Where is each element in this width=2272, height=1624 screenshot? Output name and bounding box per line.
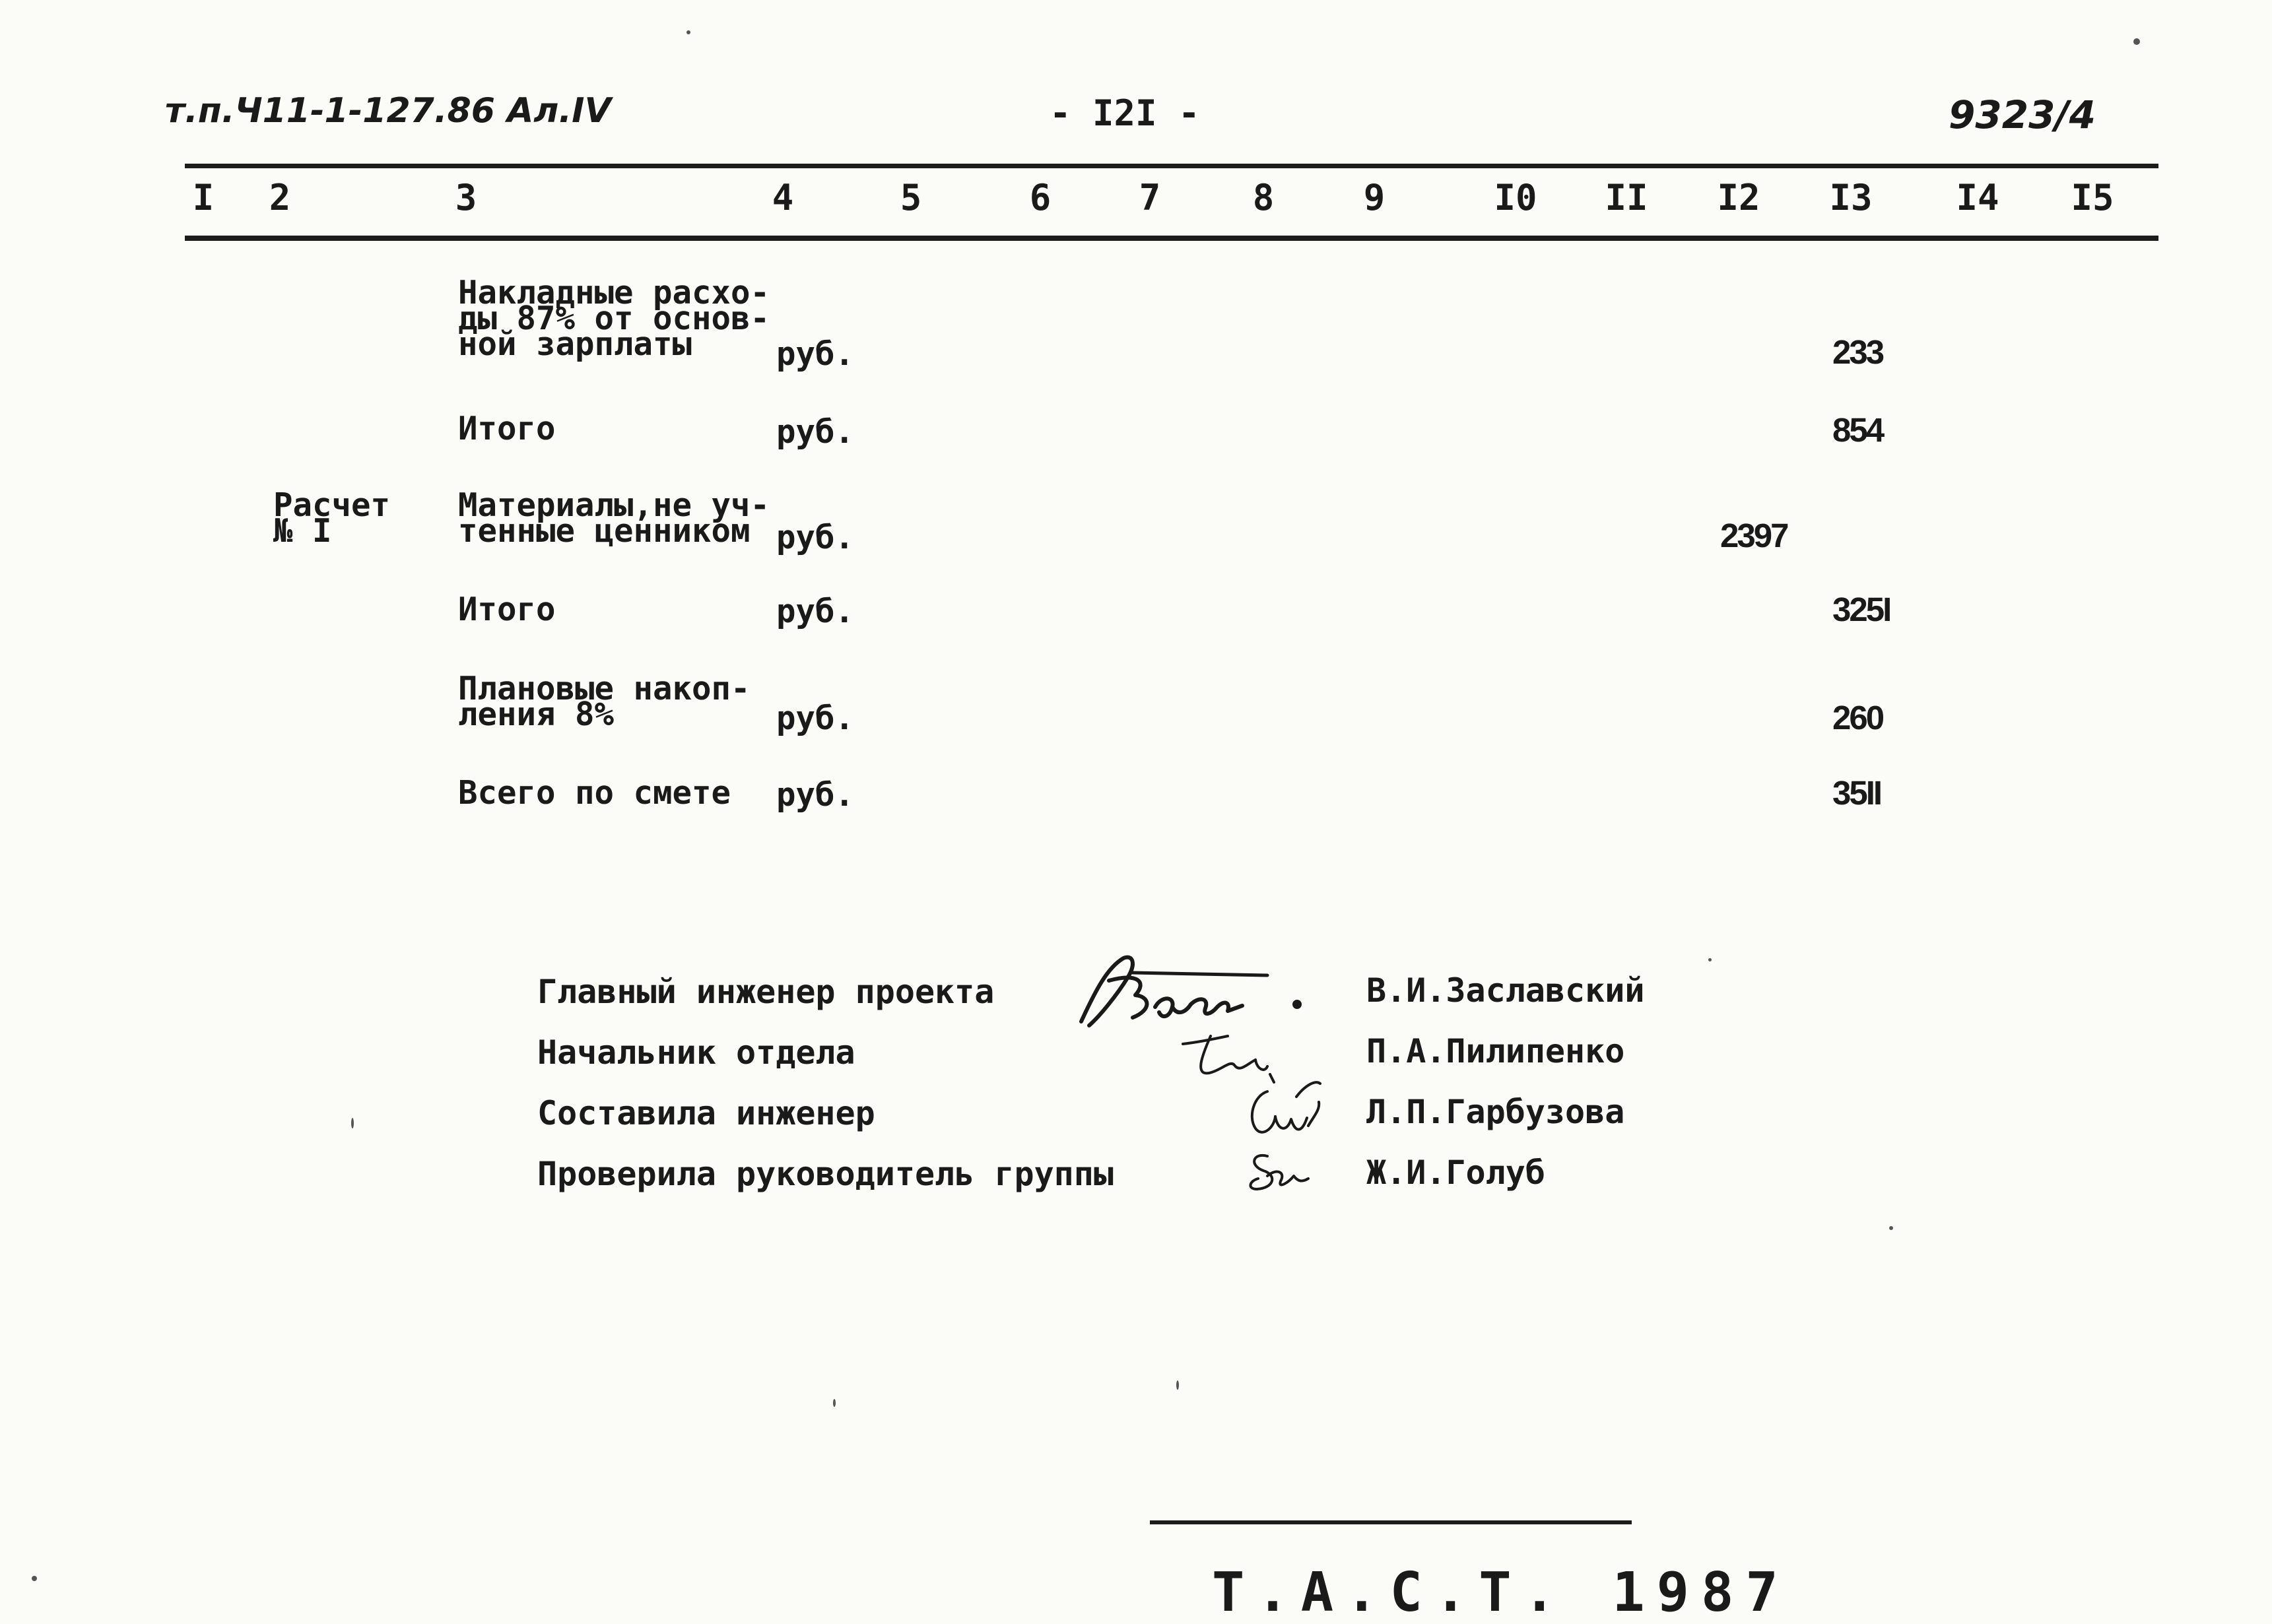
footer-rule [1150, 1520, 1632, 1524]
scan-speck [1708, 958, 1712, 961]
row-value-col13: 35II [1832, 774, 1881, 812]
inventory-number: 9323/4 [1949, 92, 2096, 137]
signatory-role: Начальник отдела [537, 1033, 855, 1072]
row-description: Материалы,не уч- тенные ценником [458, 486, 770, 550]
signatory-role: Главный инженер проекта [537, 973, 995, 1011]
row-value-col13: 325I [1832, 591, 1890, 628]
row-unit: руб. [776, 519, 855, 556]
column-number: I3 [1829, 177, 1873, 218]
scan-speck [1176, 1380, 1179, 1390]
scan-speck [351, 1118, 354, 1128]
row-value-col12: 2397 [1720, 517, 1788, 554]
row-value-col13: 233 [1832, 333, 1883, 371]
column-number: I2 [1717, 177, 1760, 218]
signature-department-head [1183, 1036, 1274, 1082]
scan-speck [2133, 38, 2140, 45]
page-number: - I2I - [1050, 92, 1200, 134]
column-number: 7 [1139, 177, 1161, 218]
signature-engineer [1252, 1082, 1320, 1132]
column-number: I0 [1494, 177, 1537, 218]
row-value-col13: 260 [1832, 699, 1883, 736]
signatory-name: П.А.Пилипенко [1366, 1032, 1625, 1070]
row-value-col13: 854 [1832, 411, 1883, 449]
handwritten-signatures [1069, 944, 1373, 1201]
signature-chief-engineer [1081, 958, 1300, 1025]
column-number: 2 [269, 177, 291, 218]
footer-stamp-text: Т.А.С.Т. 1987 [1212, 1561, 1790, 1624]
row-unit: руб. [776, 776, 855, 814]
scan-speck [1889, 1226, 1893, 1230]
document-code: т.п.Ч11-1-127.86 Ал.IV [165, 91, 611, 131]
column-number: II [1605, 177, 1648, 218]
table-header-rule [185, 236, 2158, 241]
column-number: 3 [455, 177, 477, 218]
table-top-rule [185, 164, 2158, 168]
row-unit: руб. [776, 335, 855, 373]
scan-speck [686, 30, 690, 34]
row-description: Итого [458, 591, 556, 628]
row-description: Всего по смете [458, 774, 731, 812]
column-number: 8 [1252, 177, 1275, 218]
column-number: 4 [772, 177, 794, 218]
signatory-role: Составила инженер [537, 1094, 875, 1132]
scan-speck [833, 1399, 836, 1407]
row-unit: руб. [776, 413, 855, 451]
column-number: 5 [900, 177, 922, 218]
row-unit: руб. [776, 593, 855, 630]
scan-speck [32, 1576, 37, 1581]
signatory-name: Ж.И.Голуб [1366, 1153, 1545, 1192]
row-description: Накладные расхо- ды 87% от основ- ной зарплаты [458, 274, 770, 363]
column-number: I5 [2071, 177, 2114, 218]
row-description: Итого [458, 410, 556, 447]
row-description: Плановые накоп- ления 8% [458, 670, 751, 733]
column-number: 6 [1029, 177, 1052, 218]
signature-group-leader [1250, 1155, 1308, 1189]
column-number: 9 [1363, 177, 1386, 218]
signatory-name: В.И.Заславский [1366, 971, 1645, 1010]
column-number: I4 [1956, 177, 1999, 218]
row-unit: руб. [776, 699, 855, 737]
row-reference: Расчет № I [273, 486, 391, 550]
signatory-name: Л.П.Гарбузова [1366, 1093, 1625, 1131]
signatory-role: Проверила руководитель группы [537, 1155, 1114, 1193]
column-number: I [192, 177, 215, 218]
